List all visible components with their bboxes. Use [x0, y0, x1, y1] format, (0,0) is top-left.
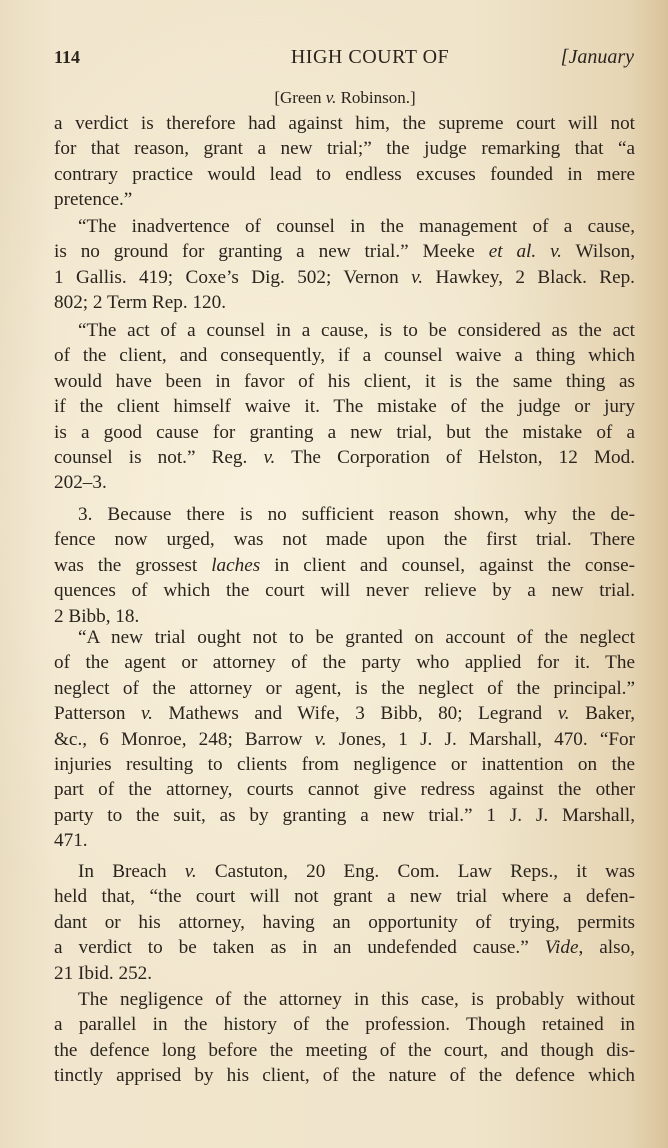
- text-line: [54, 605, 635, 629]
- text-line: [54, 1064, 635, 1088]
- italic-text: Vide: [544, 937, 579, 959]
- text-line: [54, 240, 635, 264]
- text-segment: tinctly apprised by his client, of the nature of the defence which: [54, 1065, 635, 1087]
- text-segment: fence now urged, was not made upon the first trial. There: [54, 529, 635, 551]
- case-title: [0, 86, 668, 110]
- text-segment: dant or his attorney, having an opportunity of trying, permits: [54, 911, 635, 933]
- text-line: [54, 554, 635, 578]
- text-line: [54, 936, 635, 960]
- text-segment: was the grossest: [54, 554, 212, 576]
- text-line: [54, 753, 635, 777]
- text-segment: “The inadvertence of counsel in the management of a cause,: [78, 216, 635, 237]
- text-line: [54, 829, 635, 853]
- text-segment: 1 Gallis. 419; Coxe’s Dig. 502; Vernon: [54, 266, 412, 288]
- text-segment: 3. Because there is no sufficient reason shown, why the de-: [78, 504, 635, 525]
- text-line: [78, 860, 635, 884]
- text-segment: Baker,: [569, 703, 635, 725]
- text-segment: Patterson: [54, 703, 141, 725]
- text-segment: if the client himself waive it. The mistake of the judge or jury: [54, 396, 635, 418]
- text-segment: of the client, and consequently, if a counsel waive a thing which: [54, 345, 635, 367]
- text-segment: 2 Bibb, 18.: [54, 605, 140, 627]
- italic-text: v.: [557, 703, 570, 725]
- text-segment: quences of which the court will never relieve by a new trial.: [54, 580, 635, 602]
- text-segment: Mathews and Wife, 3 Bibb, 80; Legrand: [152, 703, 558, 725]
- text-segment: counsel is not.” Reg.: [54, 447, 264, 468]
- text-segment: The negligence of the attorney in this case, is probably without: [78, 989, 635, 1010]
- text-line: [78, 215, 635, 239]
- running-head: HIGH COURT OF: [290, 46, 450, 68]
- text-segment: a verdict is therefore had against him, the supreme court will not: [54, 113, 635, 134]
- text-segment: The Corporation of Helston, 12 Mod.: [275, 447, 635, 468]
- page-number: 114: [54, 47, 81, 67]
- text-segment: injuries resulting to clients from negligence or inattention on the: [54, 754, 635, 775]
- text-segment: party to the suit, as by granting a new trial.” 1 J. J. Marshall,: [54, 804, 635, 826]
- text-segment: contrary practice would lead to endless excuses founded in mere: [54, 163, 635, 185]
- text-segment: pretence.”: [54, 189, 133, 211]
- text-line: [54, 446, 635, 470]
- text-segment: , also,: [578, 937, 635, 959]
- text-line: [54, 651, 635, 675]
- text-segment: of the agent or attorney of the party who applied for it. The: [54, 652, 635, 674]
- italic-text: et al. v.: [488, 241, 562, 263]
- text-segment: 202–3.: [54, 472, 107, 494]
- text-segment: the defence long before the meeting of the court, and though dis-: [54, 1039, 635, 1061]
- text-line: [78, 988, 635, 1012]
- running-head-month: [January: [560, 46, 634, 68]
- text-segment: In Breach: [78, 861, 185, 882]
- text-line: [54, 421, 635, 445]
- text-segment: 471.: [54, 830, 88, 852]
- italic-text: v.: [263, 447, 276, 468]
- text-line: [54, 579, 635, 603]
- text-segment: Wilson,: [561, 241, 635, 263]
- text-segment: “A new trial ought not to be granted on account of the neglect: [78, 627, 635, 648]
- text-line: [54, 1013, 635, 1037]
- text-segment: Castuton, 20 Eng. Com. Law Reps., it was: [196, 861, 635, 882]
- text-line: [54, 885, 635, 909]
- text-line: [54, 911, 635, 935]
- text-line: [54, 291, 635, 315]
- text-line: [54, 395, 635, 419]
- case-title-part: v.: [325, 88, 337, 107]
- text-segment: a verdict to be taken as in an undefended cause.”: [54, 937, 545, 959]
- text-segment: is no ground for granting a new trial.” Meeke: [54, 241, 489, 263]
- text-segment: is a good cause for granting a new trial, but the mistake of a: [54, 421, 635, 443]
- text-line: [54, 344, 635, 368]
- text-line: [78, 503, 635, 527]
- text-line: [54, 266, 635, 290]
- text-line: [54, 962, 635, 986]
- text-segment: held that, “the court will not grant a new trial where a defen-: [54, 886, 635, 908]
- text-segment: 802; 2 Term Rep. 120.: [54, 292, 227, 314]
- text-segment: part of the attorney, courts cannot give redress against the other: [54, 779, 635, 801]
- text-segment: for that reason, grant a new trial;” the judge remarking that “a: [54, 138, 635, 160]
- text-segment: &c., 6 Monroe, 248; Barrow: [54, 728, 315, 750]
- text-line: [54, 471, 635, 495]
- text-line: [78, 626, 635, 650]
- text-line: [54, 1039, 635, 1063]
- text-line: [54, 137, 635, 161]
- italic-text: v.: [314, 728, 327, 750]
- text-line: [54, 112, 635, 136]
- text-line: [78, 319, 635, 343]
- text-segment: would have been in favor of his client, it is the same thing as: [54, 370, 635, 392]
- case-title-part: Robinson.]: [336, 88, 416, 107]
- text-line: [54, 528, 635, 552]
- text-line: [54, 188, 635, 212]
- italic-text: v.: [411, 266, 424, 288]
- case-title-part: [Green: [274, 88, 326, 107]
- text-segment: 21 Ibid. 252.: [54, 962, 153, 984]
- text-segment: a parallel in the history of the profession. Though retained in: [54, 1014, 635, 1036]
- text-segment: Jones, 1 J. J. Marshall, 470. “For: [326, 728, 635, 750]
- text-line: [54, 370, 635, 394]
- text-segment: Hawkey, 2 Black. Rep.: [423, 266, 635, 288]
- italic-text: v.: [184, 861, 197, 882]
- text-line: [54, 163, 635, 187]
- text-segment: in client and counsel, against the conse-: [260, 554, 636, 576]
- text-line: [54, 702, 635, 726]
- text-segment: neglect of the attorney or agent, is the neglect of the principal.”: [54, 677, 635, 699]
- text-segment: “The act of a counsel in a cause, is to be considered as the act: [78, 320, 635, 341]
- text-line: [54, 677, 635, 701]
- italic-text: laches: [211, 554, 261, 576]
- text-line: [54, 804, 635, 828]
- text-line: [54, 728, 635, 752]
- italic-text: v.: [140, 703, 153, 725]
- text-line: [54, 778, 635, 802]
